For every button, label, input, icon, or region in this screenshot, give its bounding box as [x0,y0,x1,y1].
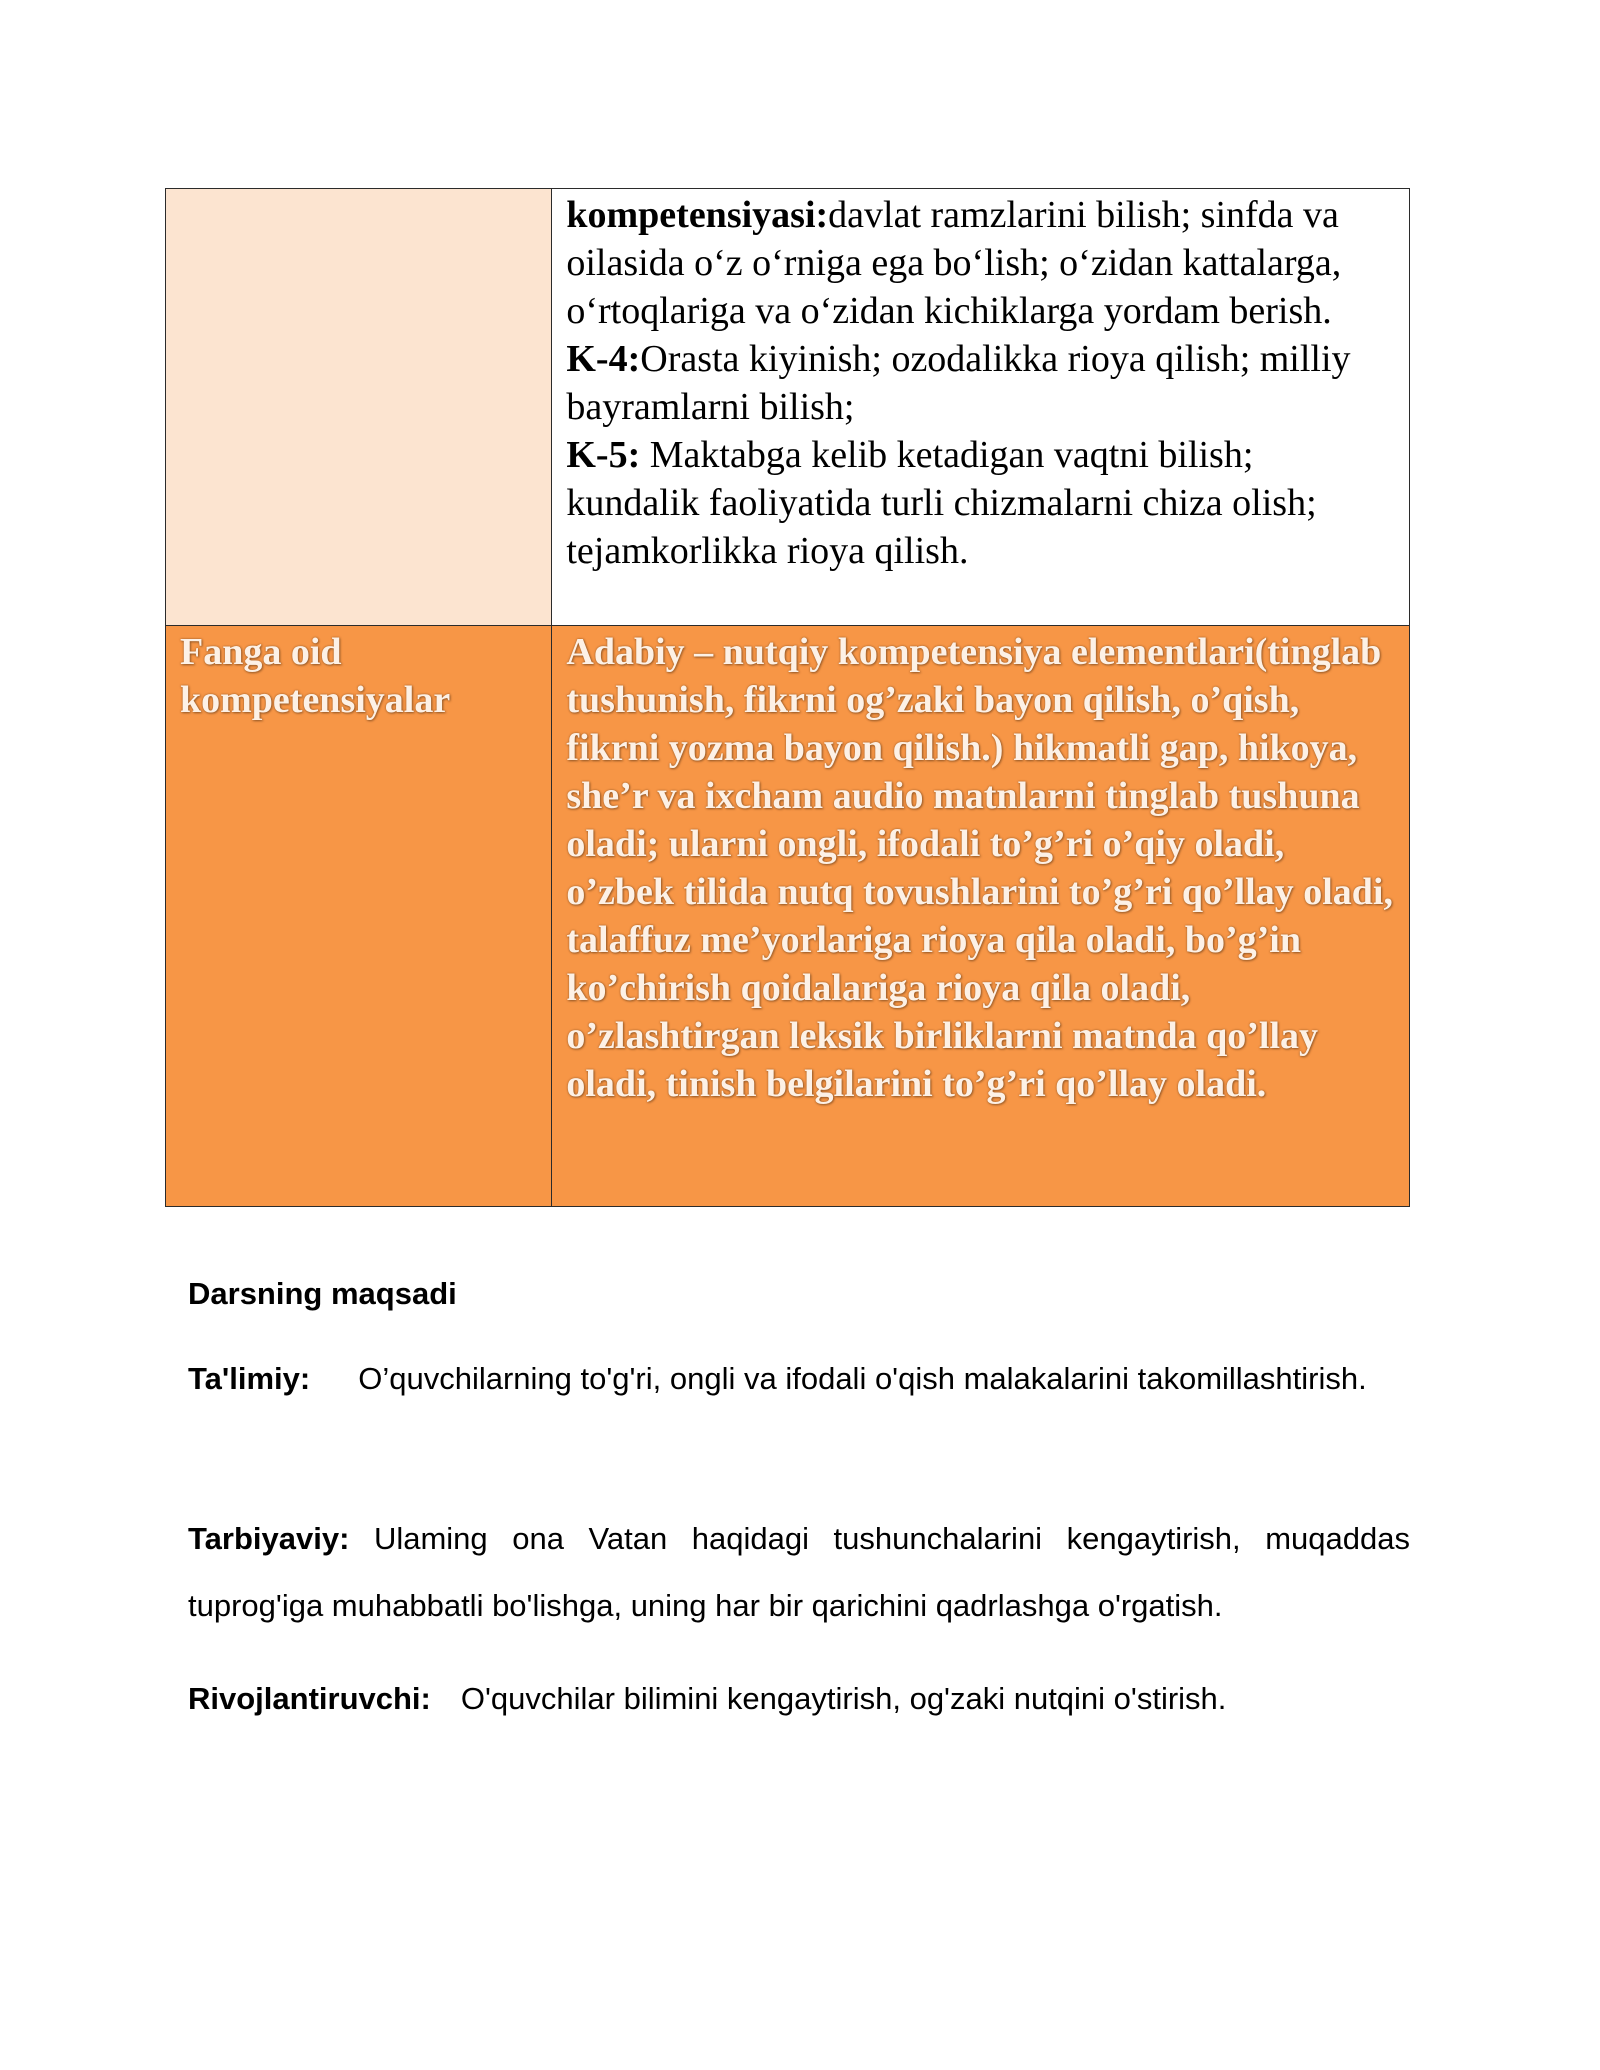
goal-upbringing [188,1505,1410,1639]
goal-text: Ulaming ona Vatan haqidagi tushunchalarini kengaytirish, muqaddas tuprog'iga muhabbatli bo'lishga, uning har bir qarichini qadrlashga o'rgatish. [188,1521,1410,1623]
competency-key: K-5: [566,434,641,476]
competency-key: K-4: [566,338,641,380]
goal-label: Rivojlantiruvchi: [188,1681,431,1716]
competency-key: kompetensiyasi: [566,194,829,236]
goal-educational [188,1345,1410,1412]
competency-table [165,188,1410,1207]
table-row [166,189,1410,626]
goal-label: Tarbiyaviy: [188,1521,350,1556]
goal-label: Ta'limiy: [188,1361,311,1396]
subject-competency-label: Fanga oid kompetensiyalar [166,626,552,1207]
goal-text: O'quvchilar bilimini kengaytirish, og'zaki nutqini o'stirish. [460,1681,1227,1716]
competency-text: Orasta kiyinish; ozodalikka rioya qilish; milliy bayramlarni bilish; [566,338,1351,428]
competency-paragraph [566,191,1395,335]
table-row [166,626,1410,1207]
goal-text: O’quvchilarning to'g'ri, ongli va ifodali o'qish malakalarini takomillashtirish. [358,1361,1367,1396]
competency-paragraph [566,335,1395,431]
subject-competency-description: Adabiy – nutqiy kompetensiya elementlari(tinglab tushunish, fikrni og’zaki bayon qilish, o’qish, fikrni yozma bayon qilish.) hikmatli gap, hikoya, she’r va ixcham audio matnlarni tinglab tushuna oladi; ularni ongli, ifodali to’g’ri o’qiy oladi, o’zbek tilida nutq tovushlarini to’g’ri qo’llay oladi, talaffuz me’yorlariga rioya qila oladi, bo’g’in ko’chirish qoidalariga rioya qila oladi, o’zlashtirgan leksik birliklarni matnda qo’llay oladi, tinish belgilarini to’g’ri qo’llay oladi. [552,626,1410,1207]
lesson-goals-heading: Darsning maqsadi [188,1276,457,1311]
table-cell-empty [166,189,552,626]
competency-text: Maktabga kelib ketadigan vaqtni bilish; kundalik faoliyatida turli chizmalarni chiza olish; tejamkorlikka rioya qilish. [566,434,1317,572]
table-cell-competencies [552,189,1410,626]
competency-paragraph [566,431,1395,575]
competency-text: davlat ramzlarini bilish; sinfda va oilasida o‘z o‘rniga ega bo‘lish; o‘zidan kattalarga, o‘rtoqlariga va o‘zidan kichiklarga yordam berish. [566,194,1342,332]
goal-developmental [188,1665,1410,1732]
